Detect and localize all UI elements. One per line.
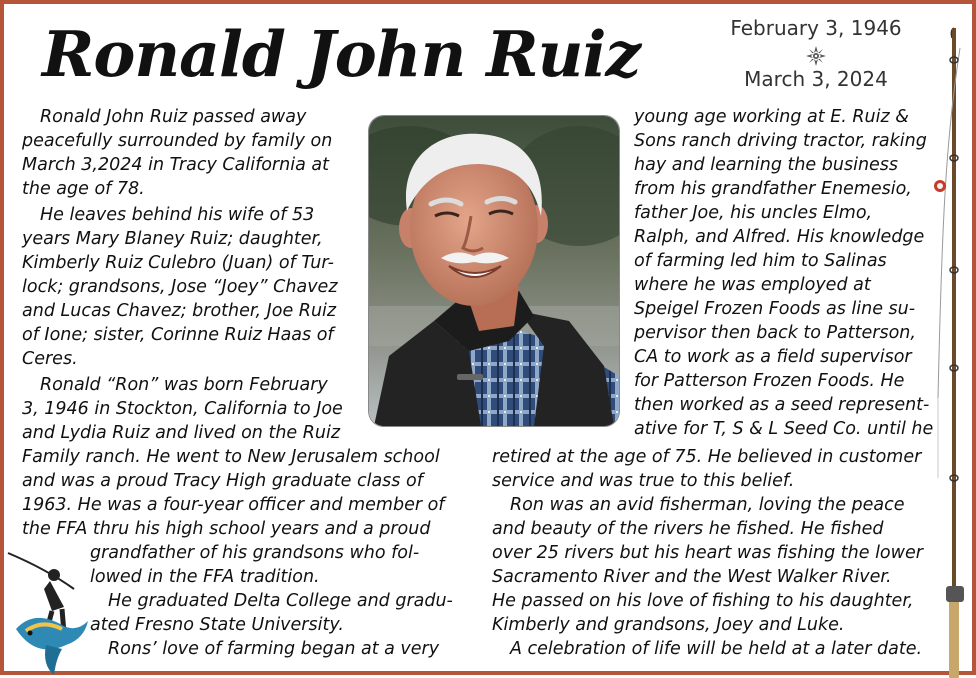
- right-text-line: Sons ranch driving tractor, raking: [634, 131, 927, 151]
- right-text-line: Ron was an avid fisherman, loving the peace: [510, 495, 905, 515]
- right-text-line: father Joe, his uncles Elmo,: [634, 203, 873, 223]
- ornament-icon: [804, 44, 828, 68]
- left-text-line: of Ione; sister, Corinne Ruiz Haas of: [22, 325, 334, 345]
- right-text-line: from his grandfather Enemesio,: [634, 179, 912, 199]
- left-text-line: 3, 1946 in Stockton, California to Joe: [22, 399, 343, 419]
- left-text-line: and Lydia Ruiz and lived on the Ruiz: [22, 423, 341, 443]
- left-text-line: ated Fresno State University.: [90, 615, 344, 635]
- right-text-line: for Patterson Frozen Foods. He: [634, 371, 905, 391]
- left-text-line: lowed in the FFA tradition.: [90, 567, 320, 587]
- left-text-line: He leaves behind his wife of 53: [40, 205, 315, 225]
- deceased-name: Ronald John Ruiz: [42, 17, 641, 91]
- right-text-line: hay and learning the business: [634, 155, 899, 175]
- left-text-line: March 3,2024 in Tracy California at: [22, 155, 329, 175]
- right-text-line: A celebration of life will be held at a later date.: [510, 639, 923, 659]
- left-text-line: and was a proud Tracy High graduate class of: [22, 471, 423, 491]
- fisherman-illustration: [6, 549, 98, 677]
- right-text-line: Ralph, and Alfred. His knowledge: [634, 227, 925, 247]
- right-text-line: over 25 rivers but his heart was fishing the lower: [492, 543, 923, 563]
- birth-date: February 3, 1946: [730, 16, 902, 40]
- left-text-line: the age of 78.: [22, 179, 145, 199]
- left-text-line: Ceres.: [22, 349, 78, 369]
- left-text-line: Family ranch. He went to New Jerusalem school: [22, 447, 440, 467]
- death-date: March 3, 2024: [744, 67, 888, 91]
- right-text-line: and beauty of the rivers he fished. He fished: [492, 519, 884, 539]
- right-text-line: service and was true to this belief.: [492, 471, 795, 491]
- right-text-line: pervisor then back to Patterson,: [634, 323, 916, 343]
- right-text-line: young age working at E. Ruiz &: [634, 107, 909, 127]
- right-text-line: ative for T, S & L Seed Co. until he: [634, 419, 934, 439]
- left-text-line: He graduated Delta College and gradu-: [108, 591, 453, 611]
- fishing-rod-illustration: [932, 18, 976, 678]
- right-text-line: retired at the age of 75. He believed in customer: [492, 447, 922, 467]
- left-text-line: grandfather of his grandsons who fol-: [90, 543, 420, 563]
- right-text-line: Kimberly and grandsons, Joey and Luke.: [492, 615, 845, 635]
- left-text-line: Ronald John Ruiz passed away: [40, 107, 307, 127]
- right-text-line: CA to work as a field supervisor: [634, 347, 912, 367]
- right-text-line: then worked as a seed represent-: [634, 395, 930, 415]
- left-text-line: years Mary Blaney Ruiz; daughter,: [22, 229, 323, 249]
- left-text-line: the FFA thru his high school years and a proud: [22, 519, 431, 539]
- left-text-line: 1963. He was a four-year officer and member of: [22, 495, 445, 515]
- right-text-line: of farming led him to Salinas: [634, 251, 887, 271]
- right-text-line: where he was employed at: [634, 275, 871, 295]
- left-text-line: Rons’ love of farming began at a very: [108, 639, 440, 659]
- right-text-line: Sacramento River and the West Walker River.: [492, 567, 892, 587]
- left-text-line: and Lucas Chavez; brother, Joe Ruiz: [22, 301, 337, 321]
- left-text-line: lock; grandsons, Jose “Joey” Chavez: [22, 277, 338, 297]
- portrait-photo: [368, 115, 620, 427]
- left-text-line: Ronald “Ron” was born February: [40, 375, 328, 395]
- left-text-line: peacefully surrounded by family on: [22, 131, 333, 151]
- left-text-line: Kimberly Ruiz Culebro (Juan) of Tur-: [22, 253, 334, 273]
- right-text-line: Speigel Frozen Foods as line su-: [634, 299, 916, 319]
- right-text-line: He passed on his love of fishing to his daughter,: [492, 591, 914, 611]
